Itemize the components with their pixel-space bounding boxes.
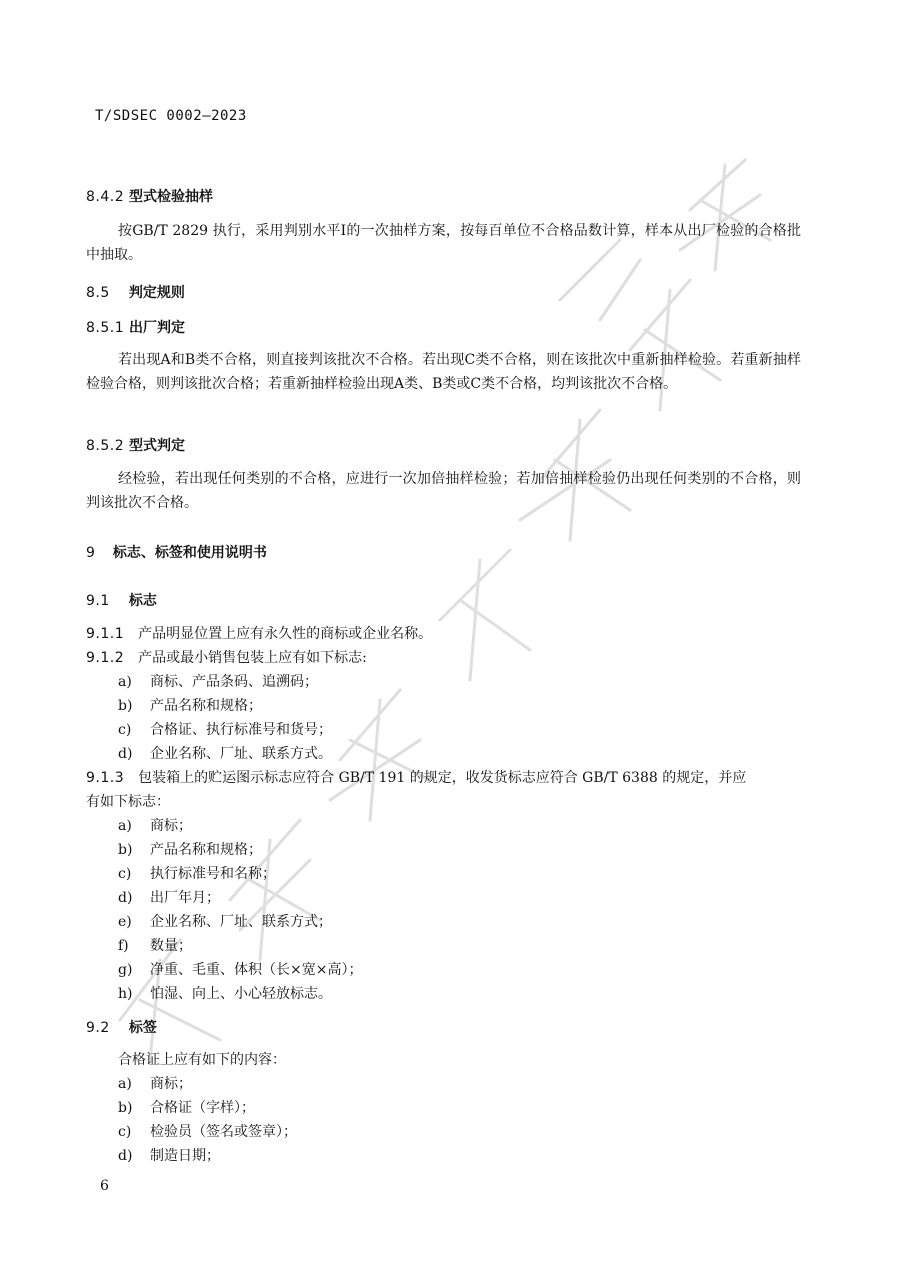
- list-item: g) 净重、毛重、体积（长×宽×高）；: [118, 962, 363, 978]
- list-item: d) 企业名称、厂址、联系方式。: [118, 746, 332, 762]
- chapter-number: 9: [86, 545, 96, 561]
- document-code: T/SDSEC 0002—2023: [95, 108, 247, 124]
- section-number: 9.1: [86, 593, 110, 609]
- list-item: h) 怕湿、向上、小心轻放标志。: [118, 986, 332, 1002]
- list-item: a) 商标；: [118, 818, 192, 834]
- list-item: e) 企业名称、厂址、联系方式；: [118, 914, 332, 930]
- section-heading-8-5-1: [86, 317, 185, 337]
- list-item: b) 合格证（字样）；: [118, 1100, 255, 1116]
- paragraph-8-5-2: 经检验，若出现任何类别的不合格，应进行一次加倍抽样检验；若加倍抽样检验仍出现任何类别的不合格，则判该批次不合格。: [86, 471, 801, 511]
- list-item: a) 商标、产品条码、追溯码；: [118, 674, 318, 690]
- section-heading-9-2: [86, 1017, 157, 1037]
- paragraph-8-5-1: 若出现A和B类不合格，则直接判该批次不合格。若出现C类不合格，则在该批次中重新抽样检验。若重新抽样检验合格，则判该批次合格；若重新抽样检验出现A类、B类或C类不合格，均判该批次不合格。: [86, 352, 801, 392]
- section-number: 8.5.2: [86, 438, 125, 454]
- section-title: 标志: [128, 593, 157, 609]
- section-number: 8.4.2: [86, 189, 125, 205]
- section-title: 型式判定: [129, 438, 185, 454]
- section-title: 判定规则: [128, 285, 185, 301]
- list-item: d) 制造日期；: [118, 1148, 220, 1164]
- list-item: c) 合格证、执行标准号和货号；: [118, 722, 332, 738]
- section-number: 8.5.1: [86, 320, 125, 336]
- list-item: b) 产品名称和规格；: [118, 698, 262, 714]
- clause-number: 9.1.2: [86, 650, 125, 666]
- section-number: 9.2: [86, 1020, 110, 1036]
- chapter-heading-9: [86, 542, 267, 562]
- clause-number: 9.1.1: [86, 626, 125, 642]
- list-item: d) 出厂年月；: [118, 890, 220, 906]
- section-heading-8-5: [86, 282, 185, 302]
- clause-9-1-3-continued: 有如下标志：: [86, 794, 170, 810]
- list-item: f) 数量；: [118, 938, 192, 954]
- clause-text: 产品明显位置上应有永久性的商标或企业名称。: [138, 626, 433, 642]
- section-heading-8-4-2: [86, 186, 213, 206]
- section-heading-9-1: [86, 590, 157, 610]
- clause-9-1-2: [86, 646, 367, 670]
- list-item: b) 产品名称和规格；: [118, 842, 262, 858]
- chapter-title: 标志、标签和使用说明书: [112, 545, 267, 561]
- label-intro: 合格证上应有如下的内容：: [118, 1052, 286, 1068]
- clause-text: 包装箱上的贮运图示标志应符合 GB/T 191 的规定，收发货标志应符合 GB/T 6388 的规定，并应: [138, 770, 747, 786]
- clause-number: 9.1.3: [86, 770, 125, 786]
- page-number: 6: [100, 1178, 109, 1194]
- section-number: 8.5: [86, 285, 110, 301]
- list-item: a) 商标；: [118, 1076, 192, 1092]
- section-title: 标签: [128, 1020, 157, 1036]
- clause-9-1-1: [86, 622, 432, 646]
- section-title: 型式检验抽样: [129, 189, 213, 205]
- list-item: c) 执行标准号和名称；: [118, 866, 276, 882]
- clause-9-1-3: [86, 766, 746, 790]
- section-title: 出厂判定: [129, 320, 185, 336]
- clause-text: 产品或最小销售包装上应有如下标志:: [138, 650, 367, 666]
- section-heading-8-5-2: [86, 435, 185, 455]
- paragraph-8-4-2: 按GB/T 2829 执行，采用判别水平I的一次抽样方案，按每百单位不合格品数计算，样本从出厂检验的合格批中抽取。: [86, 223, 801, 263]
- list-item: c) 检验员（签名或签章）；: [118, 1124, 297, 1140]
